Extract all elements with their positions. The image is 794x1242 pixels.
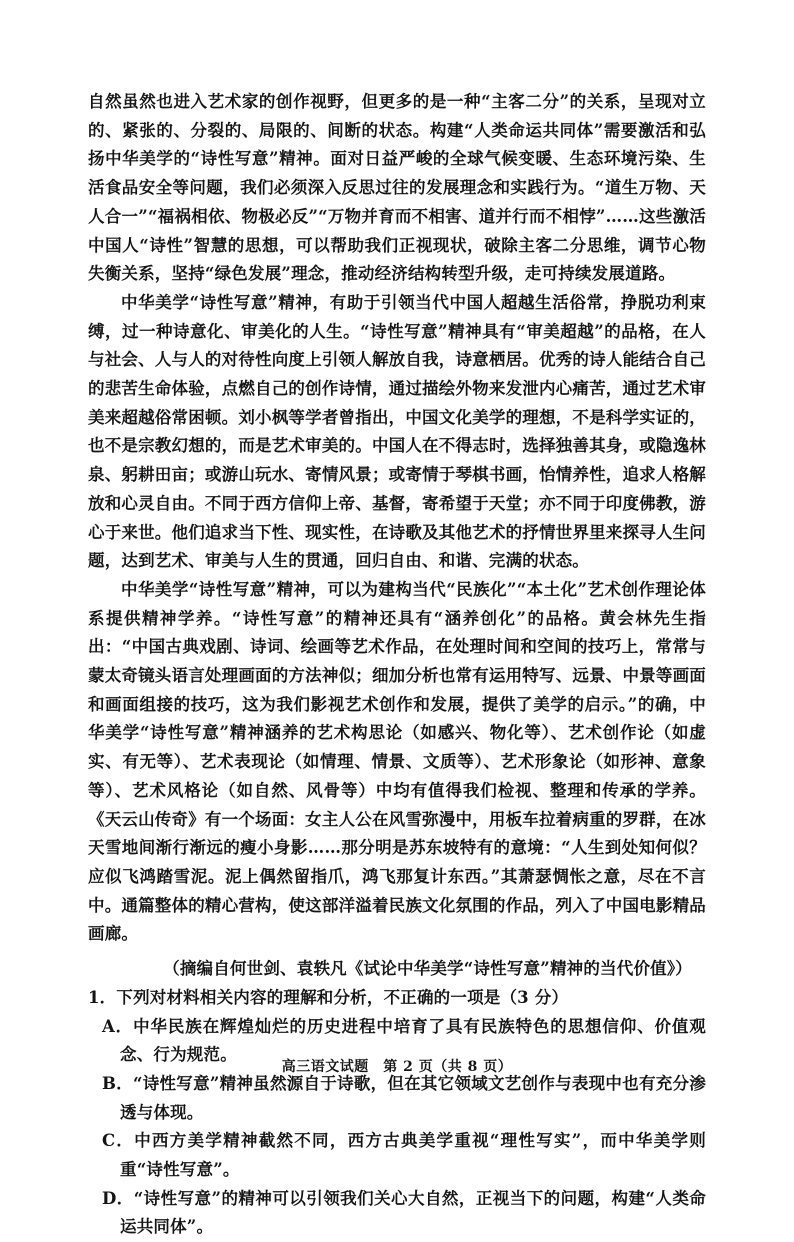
question-1 [88,984,706,1242]
page-footer: 高三语文试题 第 2 页（共 8 页） [281,1059,513,1075]
option-a: A．中华民族在辉煌灿烂的历史进程中培育了具有民族特色的思想信仰、价值观念、行为规范。 [102,1016,706,1065]
option-b: B．“诗性写意”精神虽然源自于诗歌，但在其它领域文艺创作与表现中也有充分渗透与体现。 [102,1073,706,1122]
source-citation: （摘编自何世剑、袁轶凡《试论中华美学“诗性写意”精神的当代价值》） [163,959,692,979]
option-d: D．“诗性写意”的精神可以引领我们关心大自然，正视当下的问题，构建“人类命运共同体”。 [102,1188,706,1237]
paragraph-3: 中华美学“诗性写意”精神，可以为建构当代“民族化”“本土化”艺术创作理论体系提供精神学养。“诗性写意”的精神还具有“涵养创化”的品格。黄会林先生指出：“中国古典戏剧、诗词、绘画等艺术作品，在处理时间和空间的技巧上，常常与蒙太奇镜头语言处理画面的方法神似；细加分析也常有运用特写、远景、中景等画面和画面组接的技巧，这为我们影视艺术创作和发展，提供了美学的启示。”的确，中华美学“诗性写意”精神涵养的艺术构思论（如感兴、物化等）、艺术创作论（如虚实、有无等）、艺术表现论（如情理、情景、文质等）、艺术形象论（如形神、意象等）、艺术风格论（如自然、风骨等）中均有值得我们检视、整理和传承的学养。《天云山传奇》有一个场面：女主人公在风雪弥漫中，用板车拉着病重的罗群，在冰天雪地间渐行渐远的瘦小身影……那分明是苏东坡特有的意境：“人生到处知何似？应似飞鸿踏雪泥。泥上偶然留指爪，鸿飞那复计东西。”其萧瑟惆怅之意，尽在不言中。通篇整体的精心营构，使这部洋溢着民族文化氛围的作品，列入了中国电影精品画廊。 [88,579,706,944]
paragraph-2: 中华美学“诗性写意”精神，有助于引领当代中国人超越生活俗常，挣脱功利束缚，过一种诗意化、审美化的人生。“诗性写意”精神具有“审美超越”的品格，在人与社会、人与人的对待性向度上引领人解放自我，诗意栖居。优秀的诗人能结合自己的悲苦生命体验，点燃自己的创作诗情，通过描绘外物来发泄内心痛苦，通过艺术审美来超越俗常困顿。刘小枫等学者曾指出，中国文化美学的理想，不是科学实证的，也不是宗教幻想的，而是艺术审美的。中国人在不得志时，选择独善其身，或隐逸林泉、躬耕田亩；或游山玩水、寄情风景；或寄情于琴棋书画，怡情养性，追求人格解放和心灵自由。不同于西方信仰上帝、基督，寄希望于天堂；亦不同于印度佛教，游心于来世。他们追求当下性、现实性，在诗歌及其他艺术的抒情世界里来探寻人生问题，达到艺术、审美与人生的贯通，回归自由、和谐、完满的状态。 [88,292,706,571]
paragraph-continued: 自然虽然也进入艺术家的创作视野，但更多的是一种“主客二分”的关系，呈现对立的、紧张的、分裂的、局限的、间断的状态。构建“人类命运共同体”需要激活和弘扬中华美学的“诗性写意”精神。面对日益严峻的全球气候变暖、生态环境污染、生活食品安全等问题，我们必须深入反思过往的发展理念和实践行为。“道生万物、天人合一”“福祸相依、物极必反”“万物并育而不相害、道并行而不相悖”……这些激活中国人“诗性”智慧的思想，可以帮助我们正视现状，破除主客二分思维，调节心物失衡关系，坚持“绿色发展”理念，推动经济结构转型升级，走可持续发展道路。 [88,92,706,284]
question-stem: 1．下列对材料相关内容的理解和分析，不正确的一项是（3 分） [88,987,569,1007]
option-c: C．中西方美学精神截然不同，西方古典美学重视“理性写实”，而中华美学则重“诗性写意”。 [102,1131,706,1180]
